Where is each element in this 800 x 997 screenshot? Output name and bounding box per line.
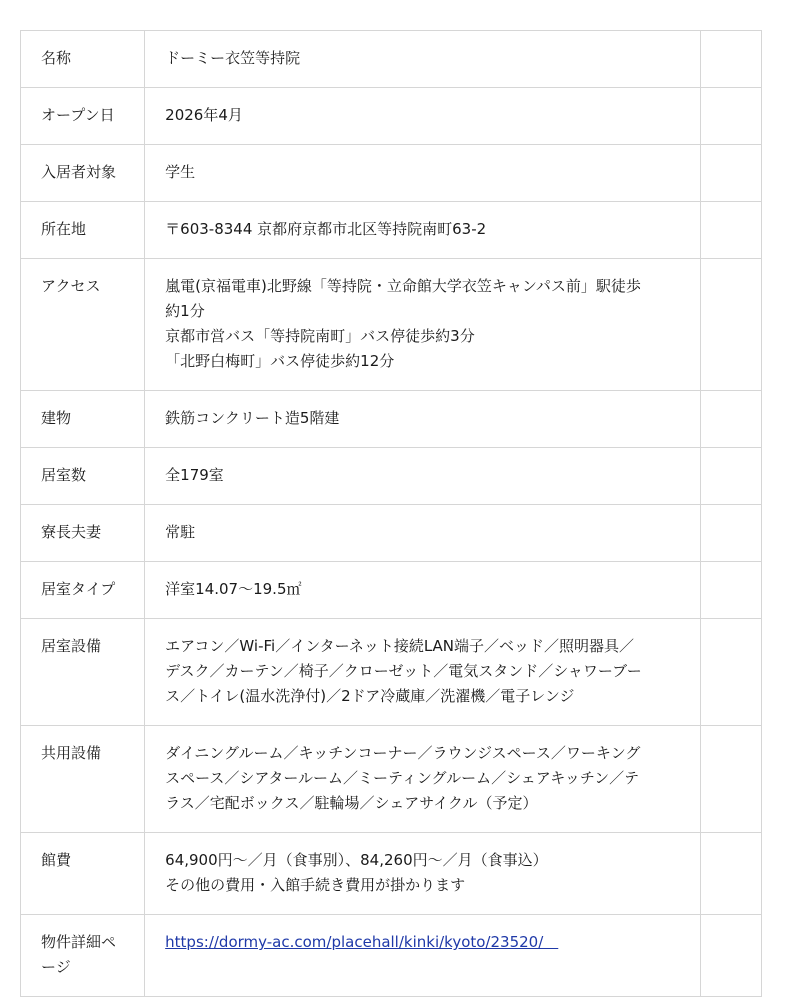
row-label-text: 居室設備 <box>41 637 102 655</box>
row-value-line: 嵐電(京福電車)北野線「等持院・立命館大学衣笠キャンパス前」駅徒歩 <box>165 277 641 295</box>
row-extra-cell <box>700 31 761 88</box>
row-value <box>145 145 701 202</box>
table-row <box>21 448 762 505</box>
row-extra-cell <box>700 259 761 391</box>
table-row <box>21 726 762 833</box>
row-value <box>145 833 701 915</box>
row-label <box>21 391 145 448</box>
row-extra-cell <box>700 202 761 259</box>
row-value-line: 64,900円〜／月（食事別）、84,260円〜／月（食事込） <box>165 851 548 869</box>
row-label <box>21 259 145 391</box>
table-row <box>21 31 762 88</box>
row-label <box>21 202 145 259</box>
property-info-body <box>21 31 762 997</box>
row-label-text: 所在地 <box>41 220 87 238</box>
table-row <box>21 391 762 448</box>
row-label <box>21 505 145 562</box>
row-value-line: デスク／カーテン／椅子／クローゼット／電気スタンド／シャワーブー <box>165 662 642 680</box>
table-row <box>21 88 762 145</box>
table-row <box>21 202 762 259</box>
row-value-line: 常駐 <box>165 523 196 541</box>
row-label-text: オープン日 <box>41 106 115 124</box>
row-label-text: 居室タイプ <box>41 580 116 598</box>
row-value <box>145 391 701 448</box>
row-label-text: ージ <box>41 958 71 976</box>
table-row <box>21 259 762 391</box>
row-value-line: 鉄筋コンクリート造5階建 <box>165 409 340 427</box>
row-extra-cell <box>700 391 761 448</box>
table-row <box>21 145 762 202</box>
row-label-text: 建物 <box>41 409 72 427</box>
row-value <box>145 619 701 726</box>
row-value-line: ドーミー衣笠等持院 <box>165 49 301 67</box>
row-label <box>21 145 145 202</box>
row-value-line: ラス／宅配ボックス／駐輪場／シェアサイクル（予定） <box>165 794 538 812</box>
row-extra-cell <box>700 562 761 619</box>
row-value <box>145 202 701 259</box>
row-value-line: ス／トイレ(温水洗浄付)／2ドア冷蔵庫／洗濯機／電子レンジ <box>165 687 575 705</box>
row-label-text: 館費 <box>41 851 72 869</box>
row-extra-cell <box>700 448 761 505</box>
row-label <box>21 448 145 505</box>
row-value-line: エアコン／Wi-Fi／インターネット接続LAN端子／ベッド／照明器具／ <box>165 637 635 655</box>
row-label <box>21 562 145 619</box>
row-label-text: 共用設備 <box>41 744 102 762</box>
row-extra-cell <box>700 619 761 726</box>
row-value-line: 京都市営バス「等持院南町」バス停徒歩約3分 <box>165 327 475 345</box>
row-value <box>145 88 701 145</box>
row-label <box>21 619 145 726</box>
row-value-line: 約1分 <box>165 302 205 320</box>
row-value-line: 全179室 <box>165 466 224 484</box>
row-extra-cell <box>700 833 761 915</box>
row-label-text: 名称 <box>41 49 72 67</box>
row-label <box>21 833 145 915</box>
row-value <box>145 448 701 505</box>
property-detail-link[interactable]: https://dormy-ac.com/placehall/kinki/kyoto/23520/ <box>165 933 559 951</box>
row-extra-cell <box>700 145 761 202</box>
row-value-line: 〒603-8344 京都府京都市北区等持院南町63-2 <box>165 220 487 238</box>
row-label-text: 居室数 <box>41 466 87 484</box>
row-value-line: 2026年4月 <box>165 106 243 124</box>
row-value <box>145 726 701 833</box>
table-row <box>21 833 762 915</box>
row-value <box>145 31 701 88</box>
row-label <box>21 31 145 88</box>
row-value-line: ダイニングルーム／キッチンコーナー／ラウンジスペース／ワーキング <box>165 744 641 762</box>
row-value <box>145 915 701 997</box>
row-extra-cell <box>700 726 761 833</box>
row-label-text: 入居者対象 <box>41 163 117 181</box>
row-extra-cell <box>700 915 761 997</box>
property-info-table <box>20 30 762 997</box>
row-label <box>21 915 145 997</box>
table-row <box>21 505 762 562</box>
row-value <box>145 259 701 391</box>
row-extra-cell <box>700 505 761 562</box>
row-label-text: 寮長夫妻 <box>41 523 102 541</box>
row-value-line: 「北野白梅町」バス停徒歩約12分 <box>165 352 395 370</box>
row-value <box>145 562 701 619</box>
row-value-line: 洋室14.07〜19.5㎡ <box>165 580 302 598</box>
table-row <box>21 915 762 997</box>
table-row <box>21 562 762 619</box>
table-row <box>21 619 762 726</box>
row-extra-cell <box>700 88 761 145</box>
row-value-line: 学生 <box>165 163 196 181</box>
row-value-line: スペース／シアタールーム／ミーティングルーム／シェアキッチン／テ <box>165 769 640 787</box>
row-label-text: 物件詳細ペ <box>41 933 117 951</box>
row-label <box>21 88 145 145</box>
row-value <box>145 505 701 562</box>
row-label-text: アクセス <box>41 277 101 295</box>
row-label <box>21 726 145 833</box>
row-value-line: その他の費用・入館手続き費用が掛かります <box>165 876 466 894</box>
